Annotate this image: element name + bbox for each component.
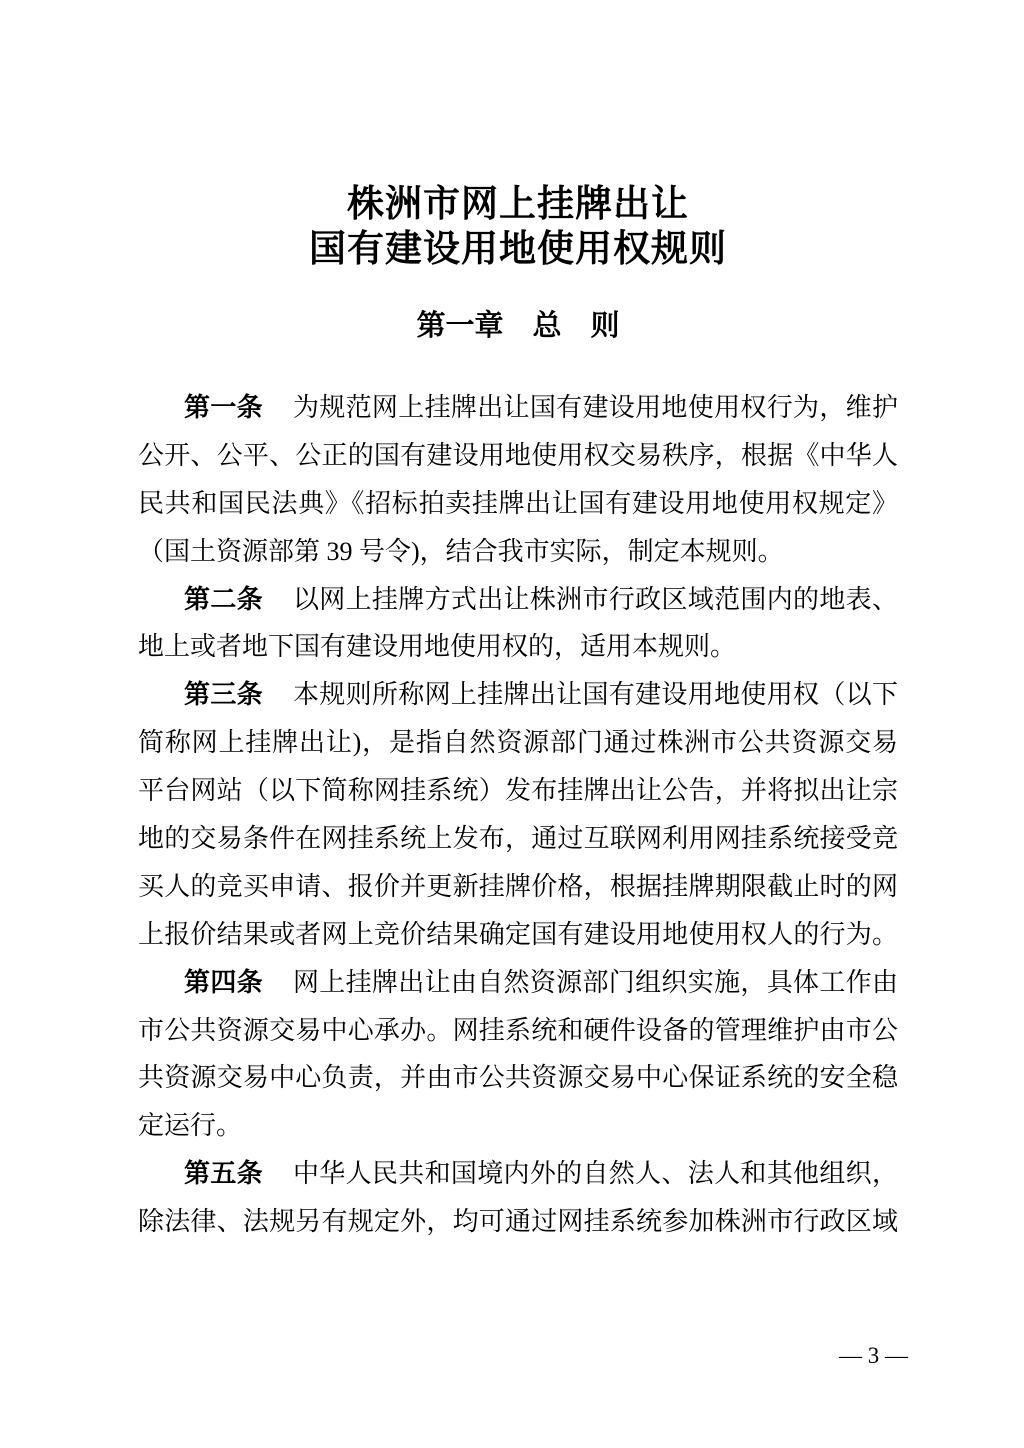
text-line	[138, 1054, 898, 1102]
chapter-heading: 第一章 总 则	[416, 310, 620, 342]
line-text: 定运行。	[138, 1111, 243, 1141]
text-line	[138, 576, 898, 624]
article-number: 第二条	[184, 583, 263, 614]
article-number: 第四条	[184, 966, 263, 997]
text-line	[138, 815, 898, 863]
text-line	[138, 480, 898, 528]
document-title	[132, 181, 904, 271]
text-line	[138, 911, 898, 959]
text-line	[138, 528, 898, 576]
article-number: 第五条	[184, 1158, 263, 1189]
line-text: 除法律、法规另有规定外，均可通过网挂系统参加株洲市行政区域	[138, 1207, 898, 1237]
text-line	[138, 623, 898, 671]
line-text: 公开、公平、公正的国有建设用地使用权交易秩序，根据《中华人	[138, 440, 898, 470]
line-text: 上报价结果或者网上竞价结果确定国有建设用地使用权人的行为。	[138, 919, 898, 949]
text-line	[138, 384, 898, 432]
text-line	[138, 719, 898, 767]
line-text: 本规则所称网上挂牌出让国有建设用地使用权（以下	[292, 680, 898, 710]
line-text: 民共和国民法典》《招标拍卖挂牌出让国有建设用地使用权规定》	[138, 488, 898, 518]
line-text: 以网上挂牌方式出让株洲市行政区域范围内的地表、	[292, 584, 898, 614]
body-text	[138, 384, 898, 1246]
line-text: 为规范网上挂牌出让国有建设用地使用权行为，维护	[292, 393, 898, 422]
text-line	[138, 1150, 898, 1198]
text-line	[138, 1198, 898, 1246]
text-line	[138, 1007, 898, 1055]
document-title-line-1: 株洲市网上挂牌出让	[347, 183, 689, 224]
text-line	[138, 959, 898, 1007]
document-title-line-2: 国有建设用地使用权规则	[309, 228, 727, 269]
line-text: 地上或者地下国有建设用地使用权的，适用本规则。	[138, 632, 737, 662]
line-text: （国土资源部第 39 号令)，结合我市实际，制定本规则。	[138, 536, 784, 566]
line-text: 简称网上挂牌出让)，是指自然资源部门通过株洲市公共资源交易	[138, 728, 898, 758]
text-line	[138, 432, 898, 480]
article-number: 第三条	[184, 679, 263, 710]
line-text: 市公共资源交易中心承办。网挂系统和硬件设备的管理维护由市公	[138, 1015, 898, 1045]
line-text: 买人的竞买申请、报价并更新挂牌价格，根据挂牌期限截止时的网	[138, 871, 898, 901]
text-line	[138, 863, 898, 911]
text-line	[138, 767, 898, 815]
line-text: 网上挂牌出让由自然资源部门组织实施，具体工作由	[292, 967, 898, 997]
line-text: 共资源交易中心负责，并由市公共资源交易中心保证系统的安全稳	[138, 1063, 898, 1093]
text-line	[138, 1102, 898, 1150]
line-text: 地的交易条件在网挂系统上发布，通过互联网利用网挂系统接受竞	[138, 824, 898, 854]
line-text: 中华人民共和国境内外的自然人、法人和其他组织，	[292, 1159, 898, 1189]
text-line	[138, 671, 898, 719]
page-number: — 3 —	[839, 1343, 908, 1368]
line-text: 平台网站（以下简称网挂系统）发布挂牌出让公告，并将拟出让宗	[138, 776, 898, 806]
article-number: 第一条	[184, 392, 263, 422]
